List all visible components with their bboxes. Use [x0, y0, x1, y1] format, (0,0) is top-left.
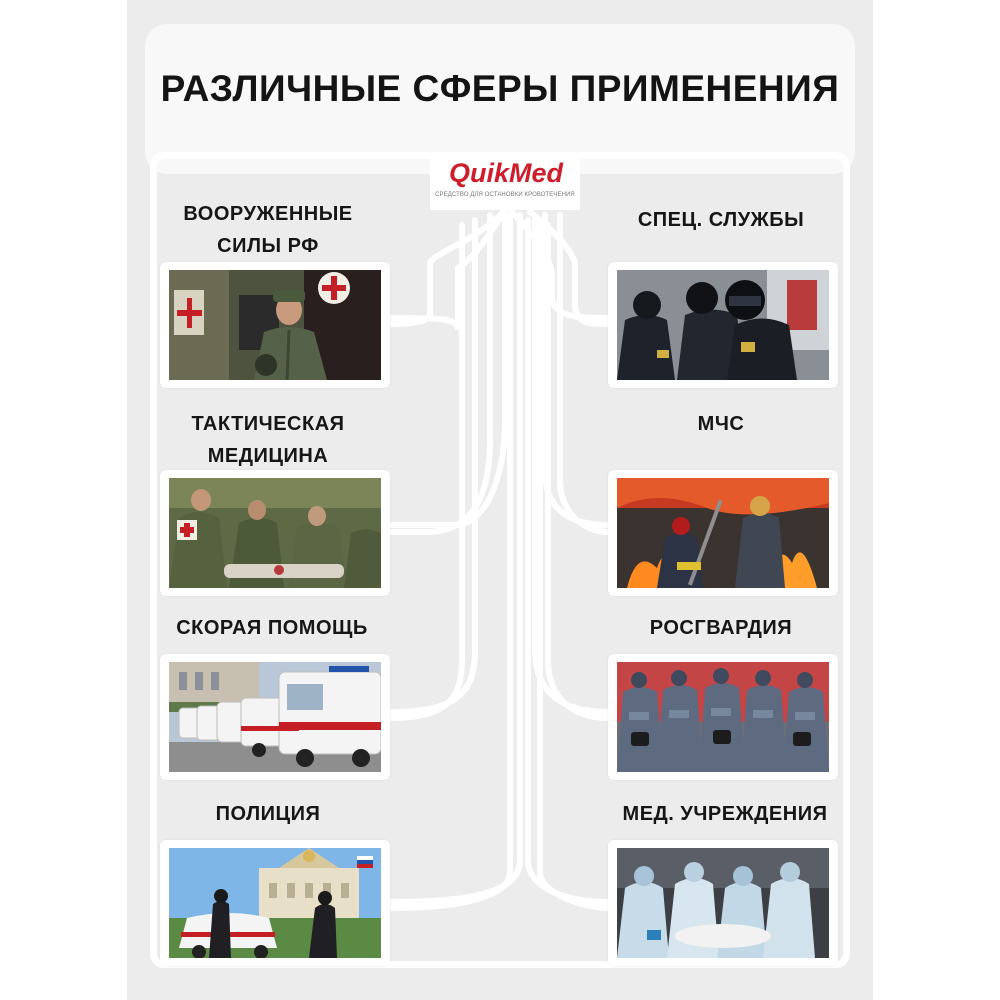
- special-forces-photo: [617, 270, 829, 380]
- ambulances-photo: [169, 662, 381, 772]
- photo-frame-mchs: [608, 470, 838, 596]
- label-rosgvardia: РОСГВАРДИЯ: [649, 617, 793, 639]
- label-armed-forces: ВООРУЖЕННЫЕ СИЛЫ РФ: [183, 203, 353, 257]
- quikmed-logo: [430, 152, 580, 210]
- soldier-photo: [169, 270, 381, 380]
- field-medics-photo: [169, 478, 381, 588]
- photo-frame-police: [160, 840, 390, 966]
- photo-frame-ambulance: [160, 654, 390, 780]
- label-tactical-medicine: ТАКТИЧЕСКАЯ МЕДИЦИНА: [191, 413, 345, 467]
- label-ambulance: СКОРАЯ ПОМОЩЬ: [176, 617, 368, 639]
- photo-frame-armed-forces: [160, 262, 390, 388]
- label-police: ПОЛИЦИЯ: [215, 803, 321, 825]
- label-special-services: СПЕЦ. СЛУЖБЫ: [637, 209, 805, 231]
- rescuers-photo: [617, 478, 829, 588]
- police-photo: [169, 848, 381, 958]
- medical-staff-photo: [617, 848, 829, 958]
- photo-frame-tactical-medicine: [160, 470, 390, 596]
- photo-frame-rosgvardia: [608, 654, 838, 780]
- photo-frame-special-services: [608, 262, 838, 388]
- logo-name: QuikMed: [448, 158, 563, 188]
- logo-tagline: СРЕДСТВО ДЛЯ ОСТАНОВКИ КРОВОТЕЧЕНИЯ: [435, 192, 575, 198]
- photo-frame-medical-institutions: [608, 840, 838, 966]
- page-title: РАЗЛИЧНЫЕ СФЕРЫ ПРИМЕНЕНИЯ: [160, 68, 840, 109]
- national-guard-photo: [617, 662, 829, 772]
- label-medical-institutions: МЕД. УЧРЕЖДЕНИЯ: [622, 803, 828, 825]
- label-mchs: МЧС: [697, 413, 745, 435]
